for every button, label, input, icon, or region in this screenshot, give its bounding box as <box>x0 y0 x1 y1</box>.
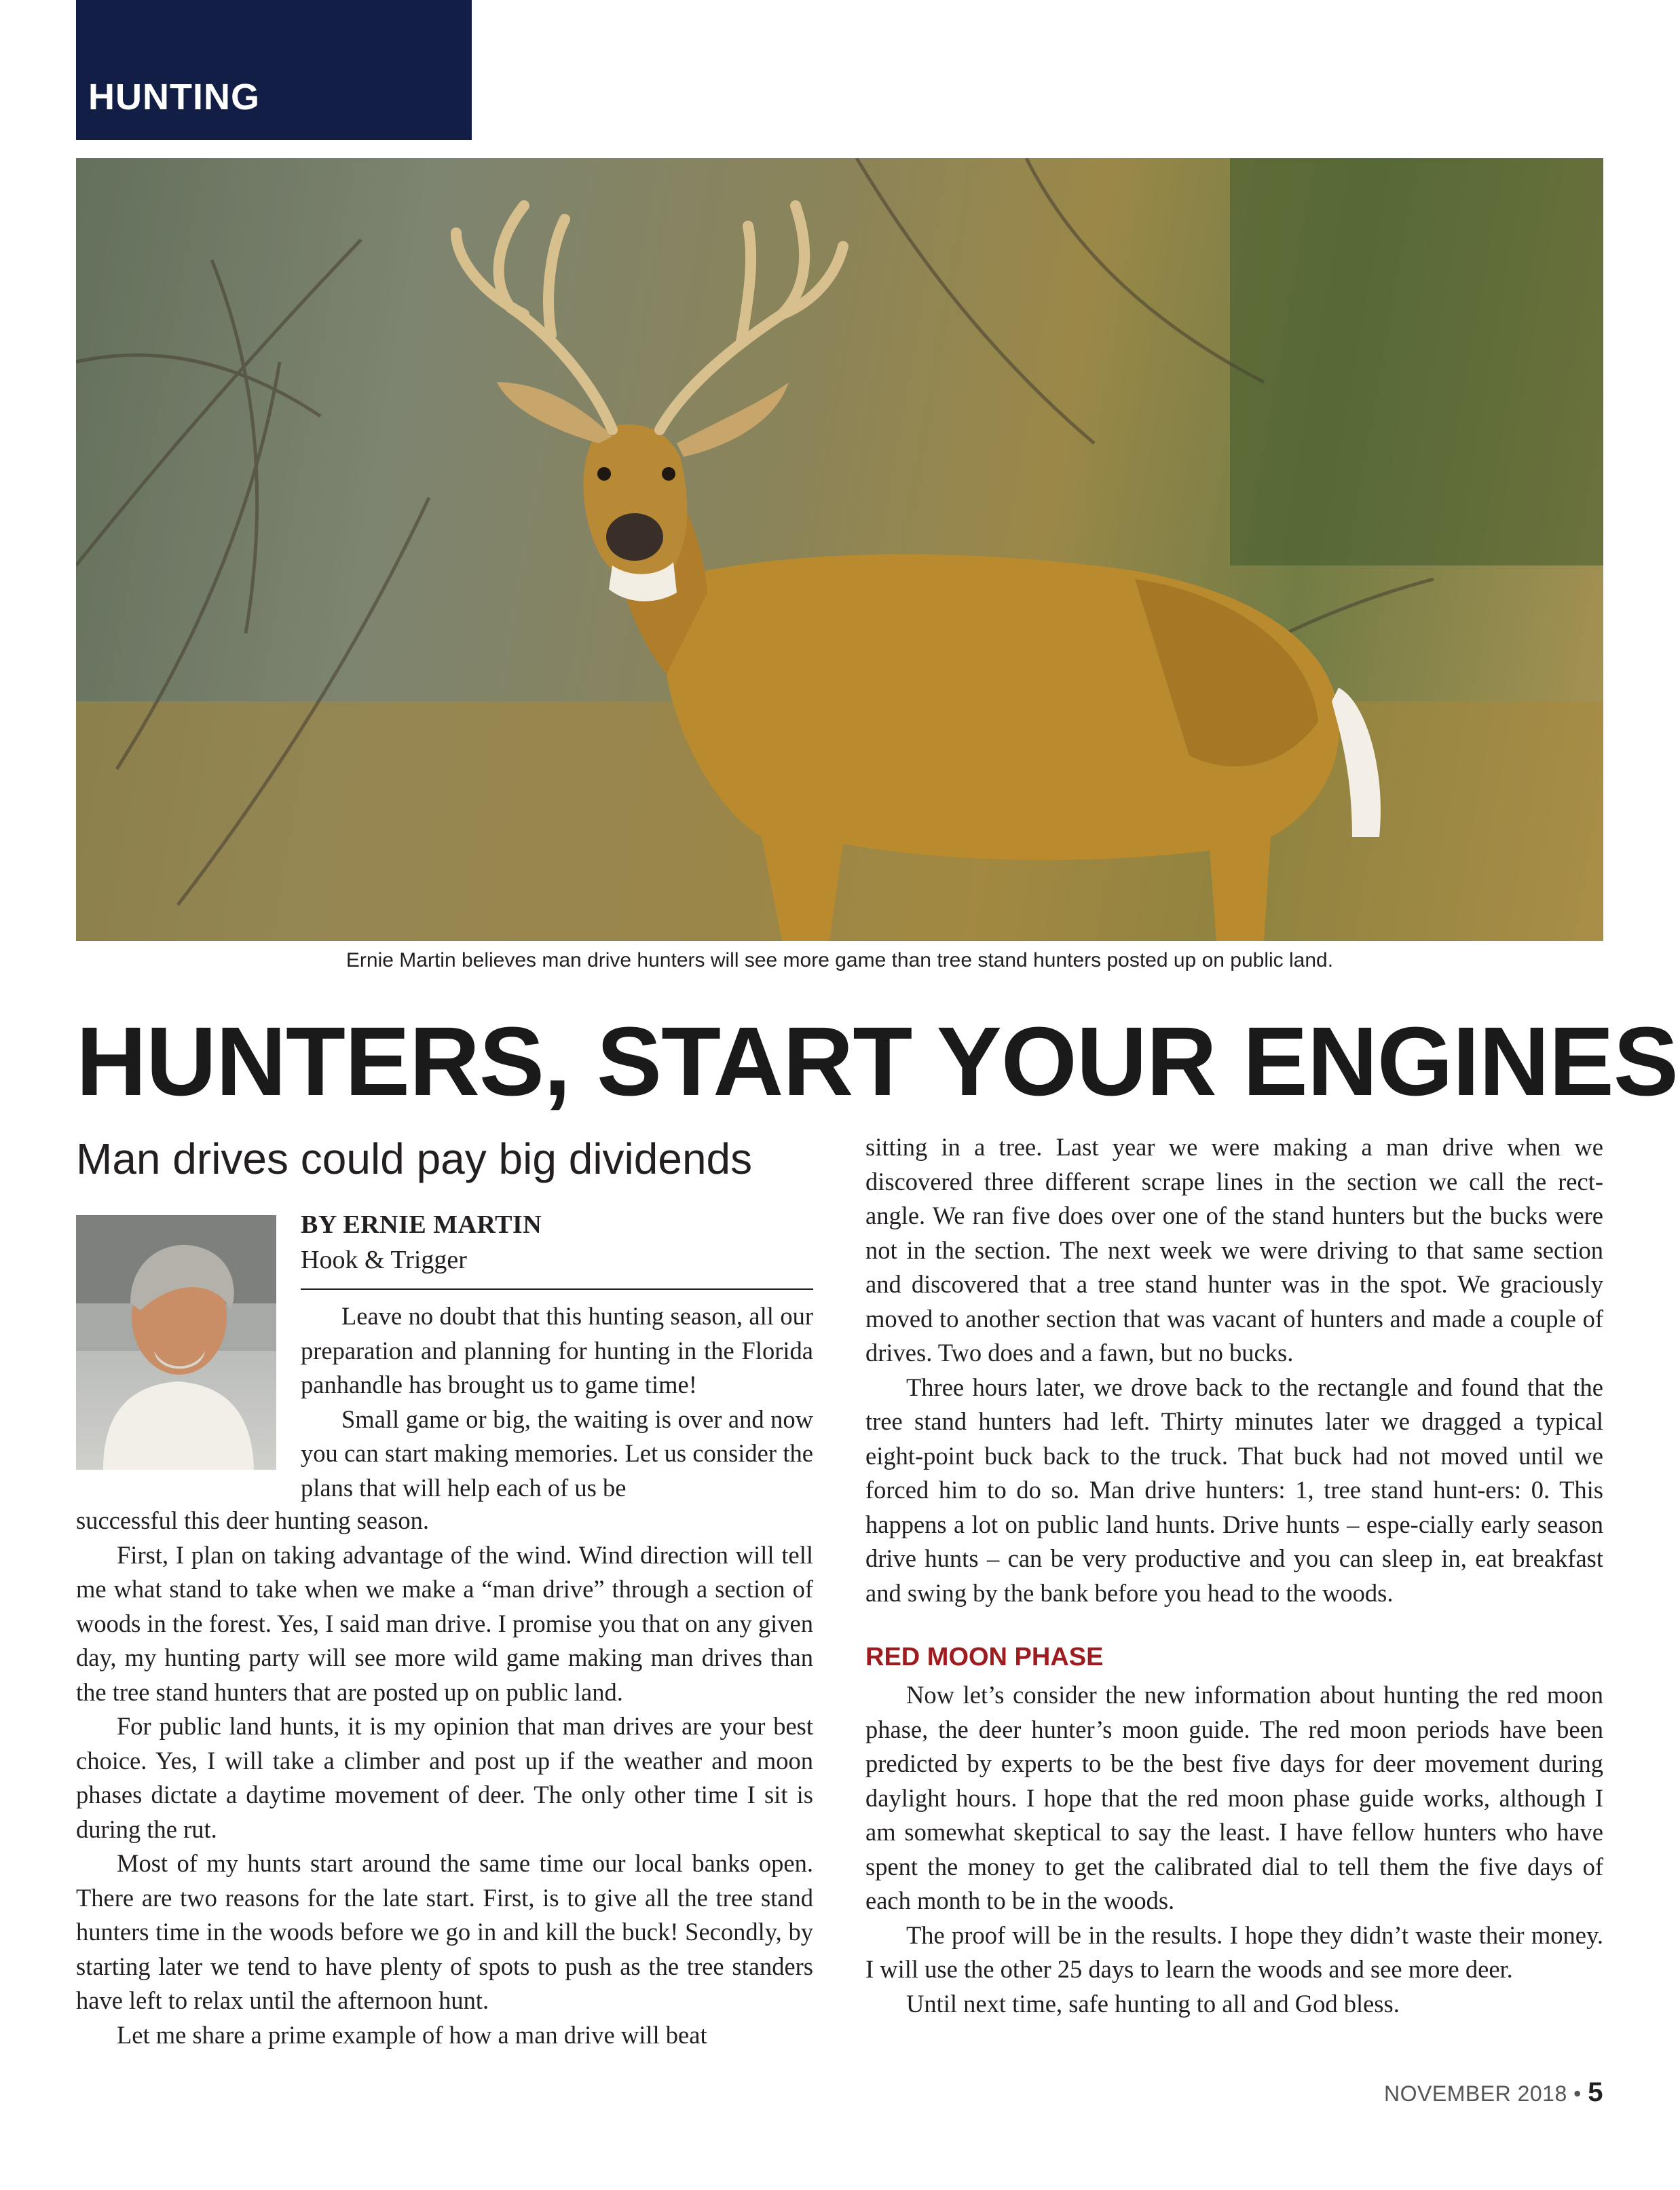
page-footer <box>1384 2077 1603 2108</box>
page-number: 5 <box>1588 2077 1603 2107</box>
paragraph: For public land hunts, it is my opinion that man drives are your best choice. Yes, I will take a climber and post up if the weather and moon phases dictate a daytime movement of deer. The only other time I sit is during the rut. <box>76 1712 813 1843</box>
paragraph: successful this deer hunting season. <box>76 1506 430 1534</box>
body-column-right <box>865 1130 1603 2021</box>
buck-illustration <box>76 158 1603 941</box>
body-column-left <box>76 1504 813 2052</box>
author-photo <box>76 1215 276 1470</box>
paragraph: Three hours later, we drove back to the rectangle and found that the tree stand hunters had left. Thirty minutes later we dragged a typical eight-point buck back to the truck. That buck had not moved until we forced him to do so. Man drive hunters: 1, tree stand hunt-ers: 0. This happens a lot on public land hunts. Drive hunts – espe-cially early season drive hunts – can be very productive and you can sleep in, eat breakfast and swing by the bank before you head to the woods. <box>865 1373 1603 1607</box>
subhead: RED MOON PHASE <box>865 1643 1104 1671</box>
author-name: BY ERNIE MARTIN <box>301 1210 542 1239</box>
headline: HUNTERS, START YOUR ENGINES <box>76 1007 1678 1116</box>
paragraph: Most of my hunts start around the same time our local banks open. There are two reasons for the late start. First, is to give all the tree stand hunters time in the woods before we go in and kill the buck! Secondly, by starting later we tend to have plenty of spots to push as the tree standers have left to relax until the afternoon hunt. <box>76 1849 813 2014</box>
paragraph: Leave no doubt that this hunting season, all our preparation and planning for hunting in the Florida panhandle has brought us to game time! <box>301 1302 813 1398</box>
author-portrait-illustration <box>76 1215 276 1470</box>
paragraph: Let me share a prime example of how a man drive will beat <box>117 2020 707 2049</box>
hero-photo-buck <box>76 158 1603 941</box>
paragraph: The proof will be in the results. I hope they didn’t waste their money. I will use the other 25 days to learn the woods and see more deer. <box>865 1920 1603 1983</box>
deck: Man drives could pay big dividends <box>76 1134 753 1183</box>
photo-caption: Ernie Martin believes man drive hunters will see more game than tree stand hunters posted up on public land. <box>346 949 1334 971</box>
folio-separator: • <box>1573 2081 1582 2106</box>
issue-date: NOVEMBER 2018 <box>1384 2081 1567 2106</box>
paragraph: Now let’s consider the new information about hunting the red moon phase, the deer hunter’s moon guide. The red moon periods have been predicted by experts to be the best five days for deer movement during daylight hours. I hope that the red moon phase guide works, although I am somewhat skeptical to say the least. I have fellow hunters who have spent the money to get the calibrated dial to tell them the five days of each month to be in the woods. <box>865 1681 1603 1914</box>
paragraph: Until next time, safe hunting to all and God bless. <box>906 1989 1400 2018</box>
body-column-left-top <box>301 1299 813 1505</box>
paragraph: sitting in a tree. Last year we were making a man drive when we discovered three different scrape lines in the section we call the rect-angle. We ran five does over one of the stand hunters but the bucks were not in the section. The next week we were driving to that same section and discovered that a tree stand hunter was in the spot. We graciously moved to another section that was vacant of hunters and made a couple of drives. Two does and a fawn, but no bucks. <box>865 1133 1603 1367</box>
paragraph: Small game or big, the waiting is over and now you can start making memories. Let us consider the plans that will help each of us be <box>301 1405 813 1502</box>
section-label: HUNTING <box>76 0 472 140</box>
paragraph: First, I plan on taking advantage of the wind. Wind direction will tell me what stand to take when we make a “man drive” through a section of woods in the forest. Yes, I said man drive. I promise you that on any given day, my hunting party will see more wild game making man drives than the tree stand hunters that are posted up on public land. <box>76 1540 813 1706</box>
publication-name: Hook & Trigger <box>301 1246 467 1274</box>
byline <box>301 1207 813 1290</box>
